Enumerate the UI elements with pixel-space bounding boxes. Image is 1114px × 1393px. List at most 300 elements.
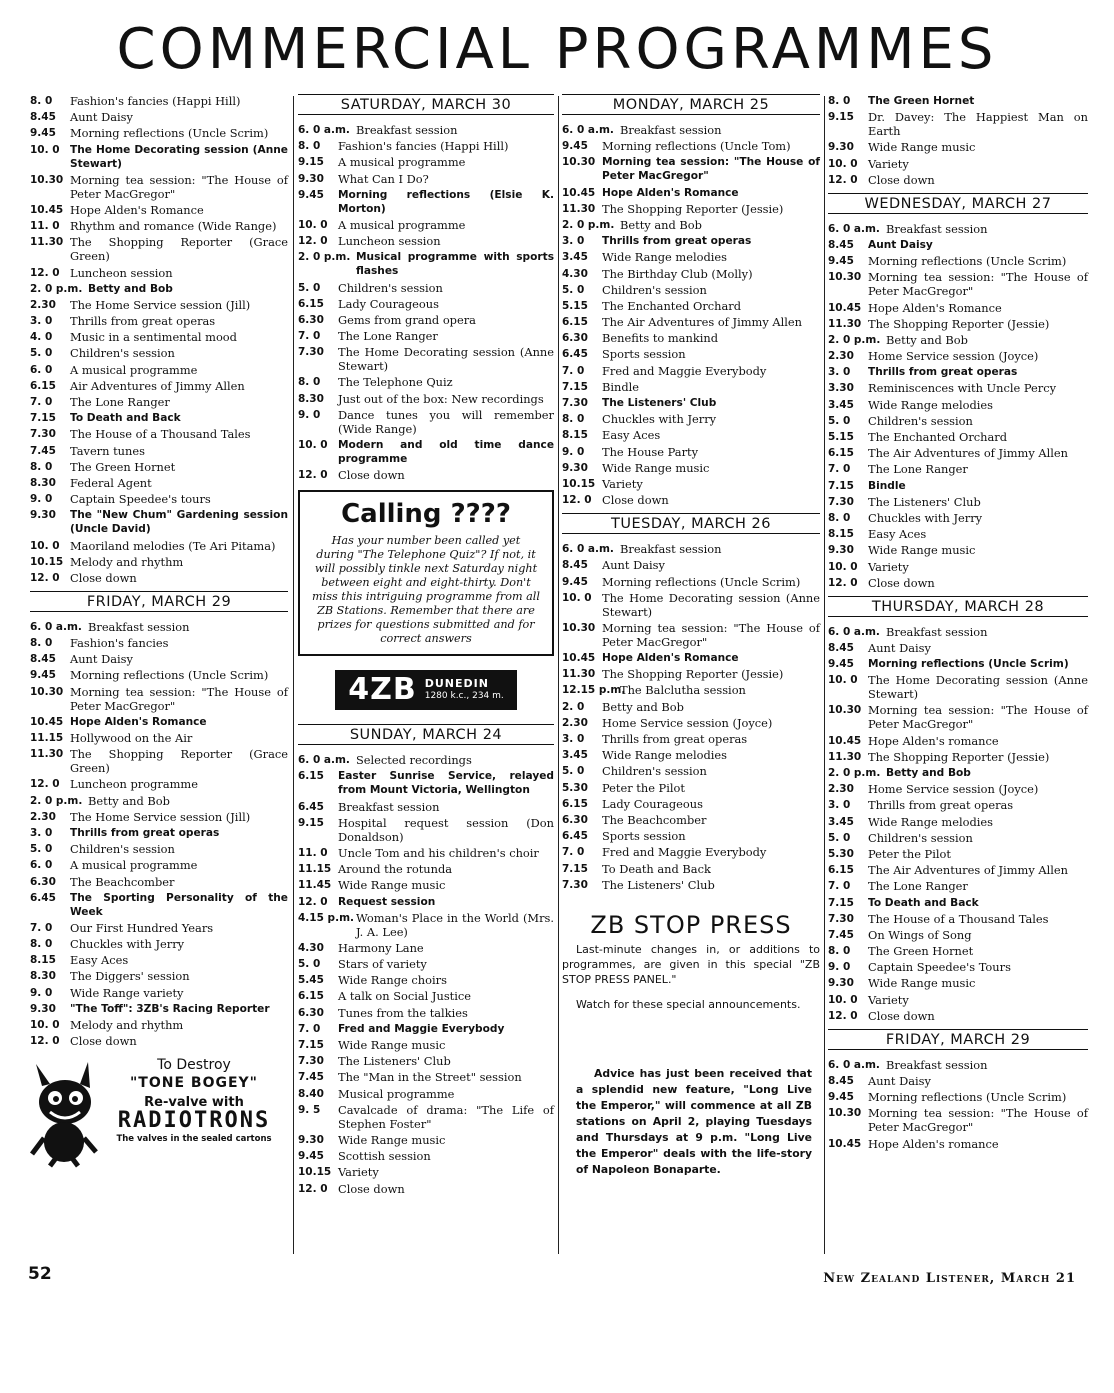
programme-time: 9.45 xyxy=(298,1150,324,1163)
programme-entry xyxy=(298,468,554,482)
programme-entry xyxy=(30,444,288,458)
programme-list xyxy=(298,123,554,482)
programme-entry xyxy=(828,1106,1088,1134)
programme-time: 10.30 xyxy=(828,271,862,284)
programme-time: 10. 0 xyxy=(562,591,592,604)
programme-title: Breakfast session xyxy=(88,619,190,634)
programme-entry xyxy=(30,173,288,201)
programme-time: 9. 0 xyxy=(298,408,321,421)
programme-title: Morning tea session: "The House of Peter MacGregor" xyxy=(868,270,1088,299)
programme-time: 2. 0 p.m. xyxy=(30,282,83,295)
programme-title: Aunt Daisy xyxy=(70,652,133,667)
programme-title: Children's session xyxy=(602,764,707,779)
programme-time: 10. 0 xyxy=(298,439,328,451)
programme-time: 10.15 xyxy=(30,555,64,568)
programme-entry xyxy=(828,110,1088,138)
programme-title: Lady Courageous xyxy=(338,296,439,311)
programme-title: Chuckles with Jerry xyxy=(602,412,717,427)
programme-title: Morning reflections (Uncle Scrim) xyxy=(70,126,269,141)
programme-title: The "Man in the Street" session xyxy=(338,1070,522,1085)
programme-entry xyxy=(298,281,554,295)
stop-press-title: ZB STOP PRESS xyxy=(590,910,792,939)
programme-time: 8.30 xyxy=(30,970,56,983)
programme-entry xyxy=(30,1034,288,1048)
programme-title: Just out of the box: New recordings xyxy=(338,391,544,406)
programme-time: 9.30 xyxy=(562,461,588,474)
programme-title: Thrills from great operas xyxy=(602,235,752,248)
programme-entry xyxy=(30,460,288,474)
programme-title: Morning reflections (Uncle Scrim) xyxy=(868,254,1067,269)
programme-time: 8.15 xyxy=(562,429,588,442)
programme-time: 7.30 xyxy=(828,495,854,508)
programme-title: Fred and Maggie Everybody xyxy=(338,1022,505,1035)
programme-entry xyxy=(828,766,1088,780)
programme-time: 9.30 xyxy=(828,977,854,990)
programme-entry xyxy=(828,222,1088,236)
programme-time: 3.45 xyxy=(828,815,854,828)
column-rule xyxy=(558,96,559,1254)
programme-title: Tavern tunes xyxy=(70,443,145,458)
programme-entry xyxy=(30,94,288,108)
programme-entry xyxy=(298,973,554,987)
programme-title: Uncle Tom and his children's choir xyxy=(338,845,539,860)
programme-entry xyxy=(562,748,820,762)
programme-time: 10.45 xyxy=(828,301,862,314)
programme-title: Easy Aces xyxy=(70,953,129,968)
programme-time: 11.30 xyxy=(30,748,64,761)
programme-time: 4.30 xyxy=(562,267,588,280)
programme-entry xyxy=(828,1090,1088,1104)
programme-entry xyxy=(562,683,820,697)
programme-title: Children's session xyxy=(70,346,175,361)
programme-entry xyxy=(828,511,1088,525)
programme-time: 10.45 xyxy=(30,203,64,216)
programme-title: Breakfast session xyxy=(886,624,988,639)
programme-time: 7. 0 xyxy=(828,463,851,476)
programme-entry xyxy=(828,254,1088,268)
programme-title: The Home Decorating session (Anne Stewart) xyxy=(868,673,1088,702)
programme-time: 9.45 xyxy=(562,575,588,588)
programme-entry xyxy=(298,1070,554,1084)
programme-title: Luncheon session xyxy=(70,265,173,280)
programme-time: 6.15 xyxy=(298,770,324,783)
programme-title: Breakfast session xyxy=(886,221,988,236)
programme-time: 3. 0 xyxy=(828,799,851,812)
programme-title: Aunt Daisy xyxy=(868,238,933,251)
programme-time: 3. 0 xyxy=(828,366,851,379)
programme-time: 7.30 xyxy=(562,878,588,891)
programme-entry xyxy=(562,202,820,216)
programme-time: 7. 0 xyxy=(30,396,53,408)
programme-entry xyxy=(828,157,1088,171)
programme-entry xyxy=(562,862,820,876)
programme-entry xyxy=(298,172,554,186)
programme-title: The Shopping Reporter (Grace Green) xyxy=(70,235,288,264)
programme-title: Hope Alden's Romance xyxy=(70,202,204,217)
programme-time: 12. 0 xyxy=(30,571,60,584)
programme-entry xyxy=(30,508,288,536)
programme-entry xyxy=(562,331,820,345)
programme-entry xyxy=(30,1002,288,1016)
programme-title: Close down xyxy=(70,570,137,585)
programme-title: Close down xyxy=(868,1008,935,1023)
programme-entry xyxy=(30,715,288,729)
programme-time: 11.15 xyxy=(30,732,64,744)
programme-time: 7. 0 xyxy=(562,846,585,859)
programme-title: Reminiscences with Uncle Percy xyxy=(868,381,1057,396)
programme-entry xyxy=(562,558,820,572)
programme-title: Morning reflections (Uncle Scrim) xyxy=(868,658,1069,671)
programme-title: Musical programme xyxy=(338,1086,455,1101)
programme-entry xyxy=(30,842,288,856)
programme-entry xyxy=(828,495,1088,509)
programme-time: 11.30 xyxy=(30,236,64,249)
programme-time: 10. 0 xyxy=(30,539,60,552)
programme-list xyxy=(828,222,1088,590)
programme-time: 10.45 xyxy=(828,734,862,747)
programme-entry xyxy=(828,238,1088,252)
programme-time: 12. 0 xyxy=(298,1182,328,1195)
programme-title: Hospital request session (Don Donaldson) xyxy=(338,815,554,844)
day-heading: SATURDAY, MARCH 30 xyxy=(298,94,554,115)
programme-title: Wide Range music xyxy=(338,1038,446,1052)
programme-time: 8. 0 xyxy=(562,413,585,426)
programme-time: 6.45 xyxy=(562,348,588,361)
programme-entry xyxy=(298,1103,554,1131)
station-details xyxy=(425,678,504,702)
programme-entry xyxy=(562,781,820,795)
programme-time: 12. 0 xyxy=(828,173,858,186)
programme-time: 2. 0 xyxy=(562,700,585,713)
tone-bogey-illustration xyxy=(30,1058,100,1171)
programme-time: 5. 0 xyxy=(828,414,851,427)
programme-entry xyxy=(828,381,1088,395)
programme-time: 8.30 xyxy=(30,476,56,489)
programme-entry xyxy=(562,716,820,730)
programme-entry xyxy=(828,782,1088,796)
programme-time: 9. 0 xyxy=(562,445,585,458)
programme-title: The Listeners' Club xyxy=(602,397,717,409)
programme-entry xyxy=(562,364,820,378)
programme-time: 12. 0 xyxy=(30,1035,60,1048)
programme-time: 5.45 xyxy=(298,974,324,987)
programme-time: 6.15 xyxy=(828,864,854,877)
programme-time: 6.45 xyxy=(562,830,588,843)
programme-entry xyxy=(298,392,554,406)
day-heading: WEDNESDAY, MARCH 27 xyxy=(828,193,1088,214)
programme-entry xyxy=(828,446,1088,460)
programme-title: Federal Agent xyxy=(70,475,152,490)
programme-entry xyxy=(828,1009,1088,1023)
programme-time: 6.15 xyxy=(298,297,324,310)
programme-entry xyxy=(298,139,554,153)
programme-time: 6.15 xyxy=(298,990,324,1003)
programme-time: 4.30 xyxy=(298,941,324,954)
programme-title: To Death and Back xyxy=(602,861,711,876)
programme-time: 10. 0 xyxy=(298,218,328,231)
programme-title: Wide Range melodies xyxy=(868,397,993,412)
programme-time: 3. 0 xyxy=(30,826,53,839)
programme-title: Morning reflections (Elsie K. Morton) xyxy=(338,188,554,215)
day-heading: TUESDAY, MARCH 26 xyxy=(562,513,820,534)
programme-entry xyxy=(30,685,288,713)
programme-title: Fashion's fancies (Happi Hill) xyxy=(70,94,241,108)
programme-entry xyxy=(298,329,554,343)
programme-entry xyxy=(298,816,554,844)
programme-time: 3. 0 xyxy=(562,733,585,745)
programme-time: 6. 0 a.m. xyxy=(828,625,880,638)
programme-entry xyxy=(298,1133,554,1147)
programme-time: 7. 0 xyxy=(298,1022,321,1035)
programme-entry xyxy=(30,411,288,425)
programme-entry xyxy=(828,462,1088,476)
programme-entry xyxy=(30,282,288,296)
programme-entry xyxy=(298,375,554,389)
programme-entry xyxy=(828,703,1088,731)
programme-title: Modern and old time dance programme xyxy=(338,439,554,465)
programme-title: The Home Service session (Jill) xyxy=(70,297,251,312)
programme-title: Music in a sentimental mood xyxy=(70,330,237,345)
programme-title: Morning tea session: "The House of Peter MacGregor" xyxy=(602,620,820,649)
programme-title: The Home Decorating session (Anne Stewart) xyxy=(70,143,288,170)
programme-entry xyxy=(298,155,554,169)
programme-entry xyxy=(298,753,554,767)
programme-title: Fashion's fancies xyxy=(70,636,169,651)
programme-entry xyxy=(562,155,820,183)
programme-title: Hollywood on the Air xyxy=(70,731,193,745)
programme-entry xyxy=(828,94,1088,108)
programme-entry xyxy=(562,667,820,681)
programme-time: 11.30 xyxy=(562,668,596,681)
programme-title: Stars of variety xyxy=(338,957,427,972)
programme-time: 5.30 xyxy=(562,781,588,794)
programme-title: Thrills from great operas xyxy=(602,732,748,746)
programme-entry xyxy=(562,797,820,811)
programme-entry xyxy=(30,620,288,634)
programme-title: The Diggers' session xyxy=(70,969,190,984)
programme-time: 6. 0 a.m. xyxy=(30,620,82,633)
programme-title: The Beachcomber xyxy=(70,874,175,889)
programme-entry xyxy=(828,349,1088,363)
programme-time: 8. 0 xyxy=(828,511,851,524)
programme-time: 12. 0 xyxy=(298,235,328,248)
programme-time: 12. 0 xyxy=(30,778,60,791)
programme-time: 10.30 xyxy=(828,704,862,717)
programme-entry xyxy=(828,560,1088,574)
calling-title: Calling ???? xyxy=(341,499,511,530)
programme-title: The Shopping Reporter (Jessie) xyxy=(602,667,784,682)
programme-title: The Air Adventures of Jimmy Allen xyxy=(868,446,1068,461)
column-2 xyxy=(298,94,554,1198)
programme-title: The Home Decorating session (Anne Stewart) xyxy=(602,590,820,619)
programme-entry xyxy=(30,668,288,682)
programme-time: 9.15 xyxy=(298,816,324,829)
programme-time: 3.45 xyxy=(562,749,588,762)
programme-time: 9.30 xyxy=(828,141,854,154)
programme-title: Harmony Lane xyxy=(338,940,424,955)
programme-time: 2.30 xyxy=(562,716,588,729)
programme-time: 5. 0 xyxy=(828,831,851,844)
programme-time: 6.30 xyxy=(30,875,56,888)
programme-entry xyxy=(828,976,1088,990)
programme-time: 2. 0 p.m. xyxy=(562,218,615,231)
programme-time: 8. 0 xyxy=(298,140,321,153)
programme-time: 12.15 p.m. xyxy=(562,684,626,697)
programme-title: Thrills from great operas xyxy=(70,826,220,839)
programme-time: 9.30 xyxy=(828,544,854,557)
programme-title: Tunes from the talkies xyxy=(338,1005,468,1020)
programme-title: Close down xyxy=(602,493,669,508)
programme-title: Dance tunes you will remember (Wide Range) xyxy=(338,407,554,436)
programme-entry xyxy=(828,944,1088,958)
programme-title: The Listeners' Club xyxy=(338,1054,451,1069)
programme-time: 9.30 xyxy=(30,1002,56,1015)
programme-title: Hope Alden's Romance xyxy=(602,652,739,665)
programme-time: 9.30 xyxy=(298,172,324,185)
programme-entry xyxy=(562,845,820,859)
page-number: 52 xyxy=(28,1264,52,1284)
programme-time: 7.15 xyxy=(298,1039,324,1051)
programme-title: Close down xyxy=(338,1181,405,1196)
programme-entry xyxy=(30,219,288,233)
programme-entry xyxy=(828,1137,1088,1151)
programme-title: Home Service session (Joyce) xyxy=(868,782,1039,797)
programme-entry xyxy=(562,139,820,153)
programme-title: Betty and Bob xyxy=(886,332,968,347)
programme-entry xyxy=(828,960,1088,974)
programme-entry xyxy=(30,395,288,409)
programme-title: Morning reflections (Uncle Tom) xyxy=(602,139,791,154)
programme-title: Luncheon programme xyxy=(70,777,198,792)
programme-time: 10.45 xyxy=(562,652,596,665)
programme-title: The "New Chum" Gardening session (Uncle David) xyxy=(70,509,288,536)
programme-time: 7.30 xyxy=(30,428,56,441)
column-rule xyxy=(293,96,294,1254)
programme-entry xyxy=(828,798,1088,812)
programme-title: Our First Hundred Years xyxy=(70,920,214,935)
programme-time: 11.15 xyxy=(298,863,332,876)
programme-entry xyxy=(30,298,288,312)
programme-entry xyxy=(30,379,288,393)
programme-time: 12. 0 xyxy=(298,469,328,482)
programme-title: Breakfast session xyxy=(338,799,440,814)
programme-title: Maoriland melodies (Te Ari Pitama) xyxy=(70,538,276,553)
programme-time: 2.30 xyxy=(828,783,854,796)
programme-time: 6.30 xyxy=(298,313,324,326)
programme-entry xyxy=(828,365,1088,379)
programme-title: Home Service session (Joyce) xyxy=(602,715,773,730)
programme-time: 10.30 xyxy=(828,1107,862,1120)
programme-entry xyxy=(30,203,288,217)
programme-time: 12. 0 xyxy=(562,494,592,507)
programme-time: 10.30 xyxy=(30,685,64,698)
programme-entry xyxy=(298,800,554,814)
programme-entry xyxy=(562,591,820,619)
programme-time: 6.30 xyxy=(298,1006,324,1019)
programme-title: Hope Alden's Romance xyxy=(70,715,207,728)
programme-title: Wide Range music xyxy=(868,140,976,155)
programme-time: 5.30 xyxy=(828,847,854,860)
programme-title: Aunt Daisy xyxy=(70,110,133,125)
programme-time: 6.15 xyxy=(828,447,854,460)
programme-title: Children's session xyxy=(868,413,973,428)
programme-title: The House of a Thousand Tales xyxy=(70,427,251,442)
programme-entry xyxy=(298,1038,554,1052)
programme-title: Morning tea session: "The House of Peter MacGregor" xyxy=(868,703,1088,732)
programme-entry xyxy=(30,571,288,585)
programme-title: Rhythm and romance (Wide Range) xyxy=(70,219,277,234)
programme-entry xyxy=(30,794,288,808)
programme-title: Variety xyxy=(868,559,909,574)
programme-title: Wide Range music xyxy=(868,976,976,991)
programme-title: Chuckles with Jerry xyxy=(868,510,983,525)
programme-time: 5. 0 xyxy=(298,958,321,971)
programme-entry xyxy=(298,1149,554,1163)
programme-title: Children's session xyxy=(868,830,973,845)
programme-time: 11. 0 xyxy=(298,846,328,859)
programme-time: 3.45 xyxy=(562,251,588,264)
programme-time: 9. 0 xyxy=(828,961,851,974)
stop-press-text: Watch for these special announcements. xyxy=(576,997,801,1011)
programme-entry xyxy=(562,396,820,410)
programme-title: Musical programme with sports flashes xyxy=(356,251,554,278)
programme-entry xyxy=(562,250,820,264)
programme-title: Woman's Place in the World (Mrs. J. A. Lee) xyxy=(356,910,554,939)
programme-title: Betty and Bob xyxy=(88,793,170,808)
programme-entry xyxy=(298,846,554,860)
programme-title: The Lone Ranger xyxy=(868,462,968,477)
programme-time: 7.15 xyxy=(828,479,854,492)
programme-entry xyxy=(298,250,554,278)
programme-list xyxy=(298,753,554,1195)
programme-title: Children's session xyxy=(70,842,175,857)
programme-time: 8.40 xyxy=(298,1087,324,1100)
programme-time: 6. 0 xyxy=(30,859,53,872)
programme-entry xyxy=(30,636,288,650)
programme-title: The Green Hornet xyxy=(868,95,975,107)
programme-title: The Beachcomber xyxy=(602,812,707,827)
programme-time: 6.30 xyxy=(562,813,588,826)
programme-title: Melody and rhythm xyxy=(70,1018,184,1032)
programme-time: 10.45 xyxy=(30,715,64,728)
programme-entry xyxy=(828,543,1088,557)
programme-title: Breakfast session xyxy=(356,123,458,137)
day-heading: FRIDAY, MARCH 29 xyxy=(30,591,288,612)
programme-title: The Enchanted Orchard xyxy=(602,298,742,313)
programme-title: The Shopping Reporter (Jessie) xyxy=(868,749,1050,764)
programme-entry xyxy=(828,527,1088,541)
programme-list xyxy=(30,620,288,1048)
programme-entry xyxy=(30,953,288,967)
programme-title: The Balclutha session xyxy=(620,683,746,698)
programme-title: Cavalcade of drama: "The Life of Stephen Foster" xyxy=(338,1102,554,1131)
programme-entry xyxy=(562,234,820,248)
programme-entry xyxy=(30,346,288,360)
programme-time: 8.30 xyxy=(298,392,324,405)
programme-time: 12. 0 xyxy=(30,266,60,279)
programme-entry xyxy=(298,989,554,1003)
programme-entry xyxy=(30,826,288,840)
programme-entry xyxy=(828,414,1088,428)
programme-title: Hope Alden's romance xyxy=(868,1136,999,1151)
programme-time: 2. 0 p.m. xyxy=(30,794,83,807)
programme-title: Melody and rhythm xyxy=(70,554,184,569)
programme-title: The House Party xyxy=(602,444,699,459)
programme-title: Peter the Pilot xyxy=(602,780,685,795)
programme-entry xyxy=(30,937,288,951)
programme-time: 6.15 xyxy=(30,379,56,392)
programme-time: 11. 0 xyxy=(30,220,60,233)
